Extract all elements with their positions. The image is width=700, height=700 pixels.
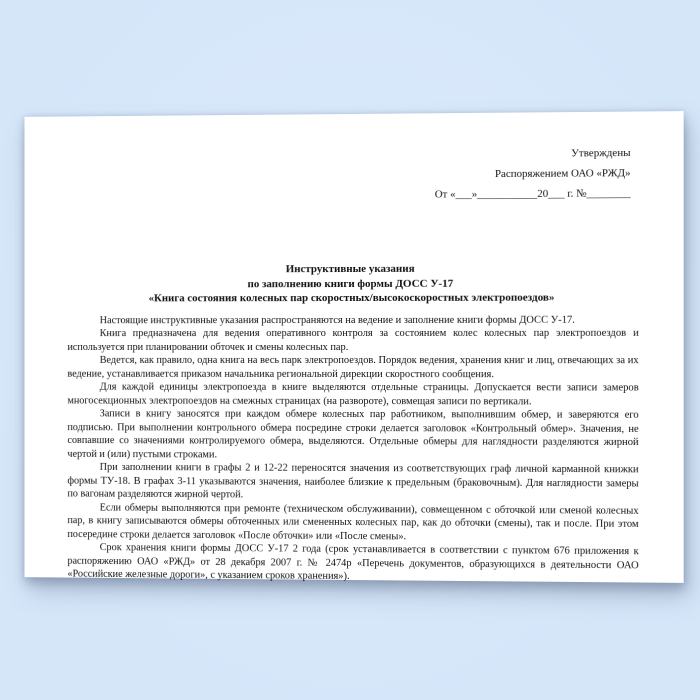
approval-line-order: Распоряжением ОАО «РЖД» <box>494 167 631 181</box>
document-body <box>67 313 638 586</box>
approval-block <box>67 143 630 207</box>
paragraph: При заполнении книги в графы 2 и 12-22 переносятся значения из соответствующих граф личной карманной книжки формы ТУ-18. В графах 3-11 указываются значения, наиболее близкие к предельным (браковочным). Для наглядности замеры по вагонам разделяются жирной чертой. <box>67 461 639 501</box>
approval-line-approved: Утверждены <box>571 146 631 160</box>
paragraph: Для каждой единицы электропоезда в книге выделяются отдельные страницы. Допускается вести записи замеров многосекционных электропоездов на смежных страницах (на развороте), совмещая записи по вертикали. <box>67 381 639 407</box>
title-line-2: по заполнению книги формы ДОСС У-17 <box>247 277 454 290</box>
title-line-3: «Книга состояния колесных пар скоростных/высокоскоростных электропоездов» <box>148 291 555 305</box>
paragraph: Если обмеры выполняются при ремонте (техническом обслуживании), совмещенном с обточкой или сменой колесных пар, в книгу записываются обмеры обточенных или смененных колесных пар, как до обточки (смены), так и после. При этом посередине строки делается заголовок «После обточки» или «После смены». <box>67 502 639 542</box>
approval-line-date-number: От «___»___________20___ г. №________ <box>434 187 631 201</box>
paragraph: Настоящие инструктивные указания распространяются на ведение и заполнение книги формы ДОСС У-17. <box>99 314 575 326</box>
title-line-1: Инструктивные указания <box>285 262 415 276</box>
paragraph: Ведется, как правило, одна книга на весь парк электропоездов. Порядок ведения, хранения книг и лиц, отвечающих за их ведение, устанавливается приказом начальника региональной дирекции скоростного сообщения. <box>67 354 639 380</box>
paragraph: Записи в книгу заносятся при каждом обмере колесных пар работником, выполнившим обмер, и заверяются его подписью. При выполнении контрольного обмера посредине строки делается заголовок «Контрольный обмер». Значения, не совпавшие со значениями контролируемого обмера, выделяются. Отдельные обмеры для наглядности разделяются жирной чертой и (или) пустыми строками. <box>67 408 639 460</box>
paragraph: Книга предназначена для ведения оперативного контроля за состоянием колес колесных пар электропоездов и используется при планировании обточек и смены колесных пар. <box>67 327 639 353</box>
document-title <box>67 261 638 306</box>
paragraph: Срок хранения книги формы ДОСС У-17 2 года (срок устанавливается в соответствии с пунктом 676 приложения к распоряжению ОАО «РЖД» от 28 декабря 2007 г. № 2474р «Перечень документов, образующихся в деятельности ОАО «Российские железные дороги», с указанием сроков хранения»). <box>67 542 639 582</box>
document-sheet <box>24 111 683 583</box>
